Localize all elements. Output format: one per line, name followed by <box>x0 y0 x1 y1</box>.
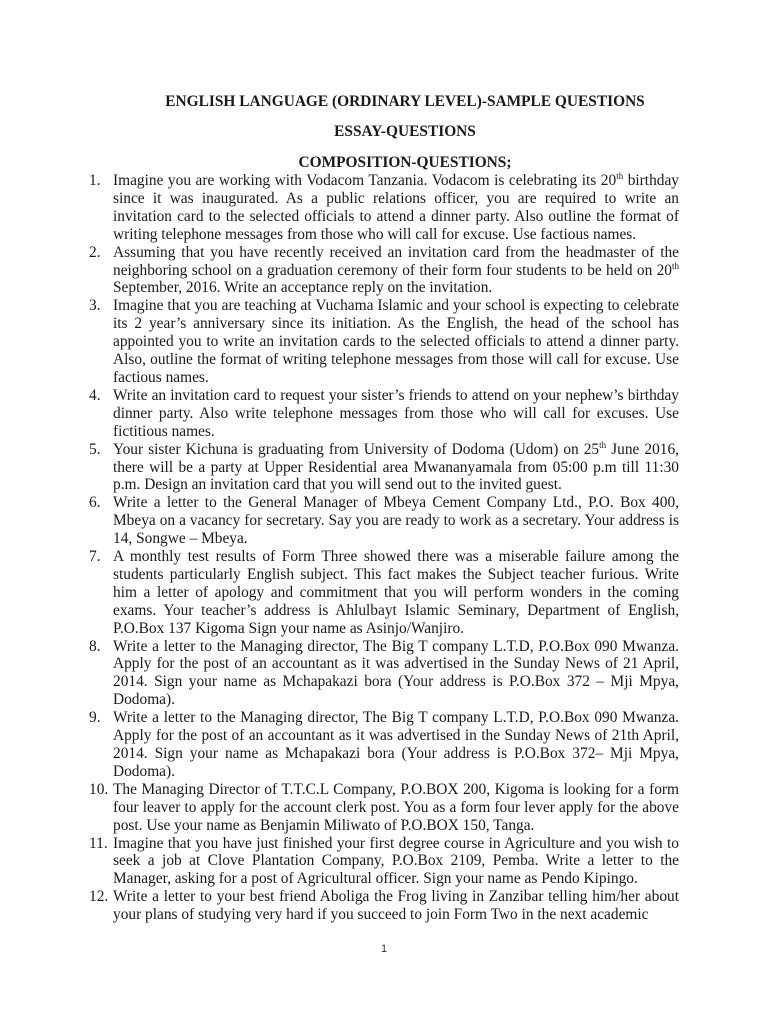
question-text-part: A monthly test results of Form Three showed there was a miserable failure among the students particularly English subject. This fact makes the Subject teacher furious. Write him a letter of apology and commitment that you will perform wonders in the coming exams. Your teacher’s address is Ahlulbayt Islamic Seminary, Department of English, P.O.Box 137 Kigoma Sign your name as Asinjo/Wanjiro. <box>113 548 679 637</box>
question-text-part: Write a letter to your best friend Aboliga the Frog living in Zanzibar telling him/her about your plans of studying very hard if you succeed to join Form Two in the next academic <box>113 888 679 924</box>
question-text <box>113 441 679 494</box>
question-text <box>113 709 679 780</box>
question-text <box>113 638 679 709</box>
question-number: 2. <box>89 243 101 261</box>
ordinal-suffix: th <box>671 260 679 271</box>
question-text-part: Imagine that you are teaching at Vuchama Islamic and your school is expecting to celebrate its 2 year’s anniversary since its initiation. As the English, the head of the school has appointed you to write an invitation cards to the selected officials to attend a dinner party. Also, outline the format of writing telephone messages from those will call for excuse. Use factious names. <box>113 297 679 386</box>
question-number: 10. <box>89 780 109 798</box>
question-number: 12. <box>89 888 109 906</box>
question-text-part: Imagine that you have just finished your first degree course in Agriculture and you wish to seek a job at Clove Plantation Company, P.O.Box 2109, Pemba. Write a letter to the Manager, asking for a post of Agricultural officer. Sign your name as Pendo Kipingo. <box>113 834 679 888</box>
question-item <box>0 297 679 387</box>
document-title: ENGLISH LANGUAGE (ORDINARY LEVEL)-SAMPLE QUESTIONS <box>165 93 645 110</box>
question-item <box>0 387 679 441</box>
question-number: 7. <box>89 548 101 566</box>
question-text-part: Write an invitation card to request your sister’s friends to attend on your nephew’s birthday dinner party. Also write telephone messages from those who will call for excuses. Use fictitious names. <box>113 386 679 440</box>
ordinal-suffix: th <box>616 170 624 181</box>
question-text <box>113 387 679 440</box>
question-item <box>0 494 679 548</box>
question-item <box>0 441 679 495</box>
question-item <box>0 638 679 710</box>
question-text-part: Write a letter to the Managing director, The Big T company L.T.D, P.O.Box 090 Mwanza. Apply for the post of an accountant as it was advertised in the Sunday News of 21 April, 2014. Sign your name as Mchapakazi bora (Your address is P.O.Box 372 – Mji Mpya, Dodoma). <box>113 637 679 709</box>
question-number: 4. <box>89 386 101 404</box>
question-item <box>0 888 679 924</box>
document-subtitle: ESSAY-QUESTIONS <box>334 123 476 140</box>
question-text <box>113 297 679 386</box>
question-text <box>113 172 679 243</box>
question-number: 9. <box>89 709 101 727</box>
question-item <box>0 172 679 244</box>
question-item <box>0 835 679 889</box>
page-number: 1 <box>380 943 388 955</box>
question-text-part: Your sister Kichuna is graduating from University of Dodoma (Udom) on 25 <box>113 440 600 458</box>
question-number: 11. <box>89 834 108 852</box>
question-item <box>0 709 679 781</box>
question-number: 6. <box>89 494 101 512</box>
question-number: 8. <box>89 637 101 655</box>
question-text <box>113 548 679 637</box>
question-item <box>0 548 679 638</box>
question-text-part: Write a letter to the Managing director, The Big T company L.T.D, P.O.Box 090 Mwanza. Apply for the post of an accountant as it was advertised in the Sunday News of 21th April, 2014. Sign your name as Mchapakazi bora (Your address is P.O.Box 372– Mji Mpya, Dodoma). <box>113 709 679 780</box>
question-text-part: Assuming that you have recently received an invitation card from the headmaster of the neighboring school on a graduation ceremony of their form four students to be held on 20 <box>113 243 679 279</box>
question-text <box>113 835 679 888</box>
question-number: 5. <box>89 440 101 458</box>
ordinal-suffix: th <box>599 439 607 450</box>
question-item <box>0 244 679 298</box>
question-text-part: Write a letter to the General Manager of Mbeya Cement Company Ltd., P.O. Box 400, Mbeya on a vacancy for secretary. Say you are ready to work as a secretary. Your address is 14, Songwe – Mbeya. <box>113 494 679 548</box>
question-text-part: September, 2016. Write an acceptance reply on the invitation. <box>113 279 493 297</box>
question-number: 1. <box>89 172 101 189</box>
question-text <box>113 888 679 923</box>
question-text <box>113 781 679 834</box>
question-text <box>113 244 679 297</box>
question-number: 3. <box>89 297 101 315</box>
section-heading: COMPOSITION-QUESTIONS; <box>298 154 512 171</box>
question-text-part: Imagine you are working with Vodacom Tanzania. Vodacom is celebrating its 20 <box>113 172 617 189</box>
question-text-part: June 2016, there will be a party at Upper Residential area Mwananyamala from 05:00 p.m till 11:30 p.m. Design an invitation card that you will send out to the invited guest. <box>113 440 679 494</box>
question-list <box>0 172 768 924</box>
question-item <box>0 781 679 835</box>
question-text-part: birthday since it was inaugurated. As a public relations officer, you are required to write an invitation card to the selected officials to attend a dinner party. Also outline the format of writing telephone messages from those who will call for excuse. Use factious names. <box>113 172 680 243</box>
question-text <box>113 494 679 547</box>
question-text-part: The Managing Director of T.T.C.L Company, P.O.BOX 200, Kigoma is looking for a form four leaver to apply for the account clerk post. You as a form four lever apply for the above post. Use your name as Benjamin Miliwato of P.O.BOX 150, Tanga. <box>113 780 679 834</box>
